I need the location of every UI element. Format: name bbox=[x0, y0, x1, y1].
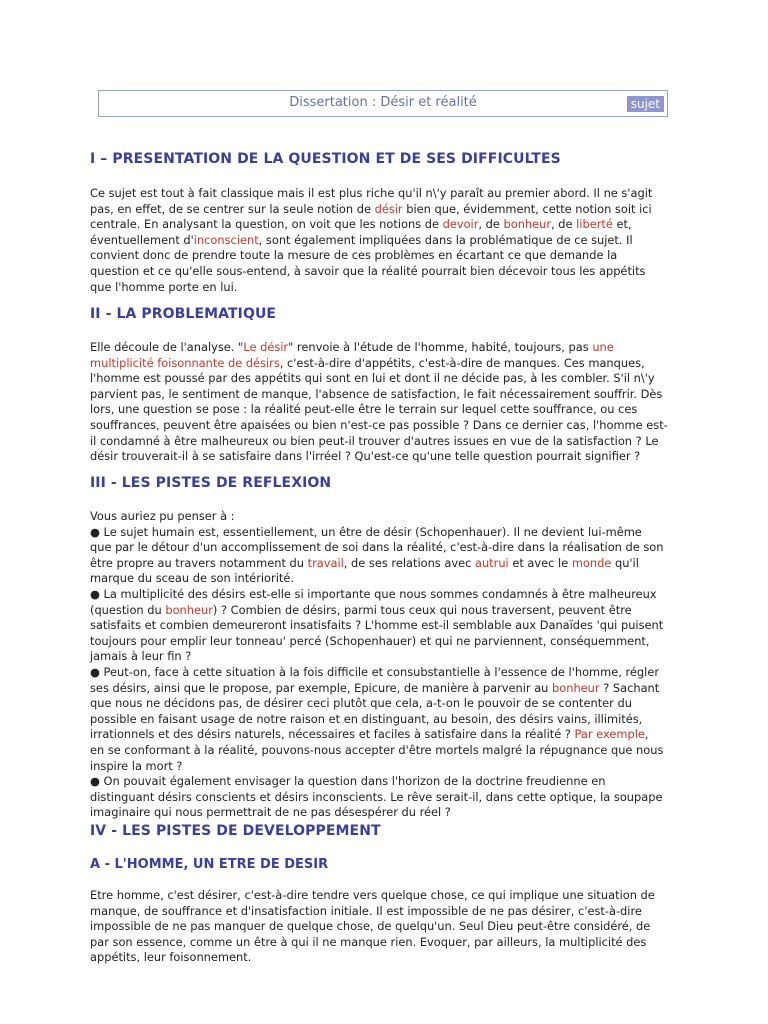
text-segment: ● Le sujet humain est, essentiellement, un être de désir (Schopenhauer). Il ne devient lui-même bbox=[90, 524, 642, 539]
text-segment: en se conformant à la réalité, pouvons-nous accepter d'être mortels malgré la répugnance que nous bbox=[90, 742, 664, 757]
text-line bbox=[90, 919, 680, 935]
text-segment: convient donc de prendre toute la mesure de ces problèmes en écartant ce que demande la bbox=[90, 248, 618, 263]
document-title: Dissertation : Désir et réalité bbox=[289, 95, 477, 110]
subsection-heading-a: A - L'HOMME, UN ETRE DE DESIR bbox=[90, 857, 329, 872]
text-segment: ● Peut-on, face à cette situation à la fois difficile et consubstantielle à l'essence de l'homme, régler bbox=[90, 664, 660, 679]
text-segment: et avec le bbox=[508, 555, 572, 570]
section-heading-1: I – PRESENTATION DE LA QUESTION ET DE SES DIFFICULTES bbox=[90, 151, 561, 167]
section-heading-2: II - LA PROBLEMATIQUE bbox=[90, 306, 277, 322]
text-line bbox=[90, 743, 680, 759]
text-line bbox=[90, 904, 680, 920]
text-segment: , de bbox=[478, 217, 504, 232]
text-line bbox=[90, 556, 680, 572]
text-line bbox=[90, 540, 680, 556]
text-line bbox=[90, 264, 680, 280]
text-line bbox=[90, 280, 680, 296]
text-segment: lors, une question se pose : la réalité peut-elle être le terrain sur lequel cette souffrance, ou ces bbox=[90, 402, 638, 417]
keyword-link[interactable]: une bbox=[592, 340, 614, 354]
text-line bbox=[90, 248, 680, 264]
text-segment: ● La multiplicité des désirs est-elle si importante que nous sommes condamnés à être malheureux bbox=[90, 586, 657, 601]
keyword-link[interactable]: désir bbox=[374, 201, 403, 216]
text-segment: et, bbox=[612, 217, 632, 232]
text-segment: , de ses relations avec bbox=[343, 555, 475, 570]
text-line bbox=[90, 759, 680, 775]
text-segment: marque du sceau de son intériorité. bbox=[90, 571, 294, 586]
title-box bbox=[98, 90, 668, 117]
text-line bbox=[90, 371, 680, 387]
text-segment: que l'homme porte en lui. bbox=[90, 279, 238, 294]
text-line bbox=[90, 618, 680, 634]
text-segment: jamais à leur fin ? bbox=[90, 649, 192, 664]
text-line bbox=[90, 402, 680, 418]
text-segment: centrale. En analysant la question, on voit que les notions de bbox=[90, 217, 443, 232]
paragraph-problematique bbox=[90, 340, 680, 465]
section-heading-3: III - LES PISTES DE REFLEXION bbox=[90, 475, 332, 491]
text-line bbox=[90, 950, 680, 966]
keyword-link[interactable]: bonheur bbox=[503, 217, 552, 232]
text-line bbox=[90, 509, 680, 525]
text-line bbox=[90, 587, 680, 603]
text-line bbox=[90, 712, 680, 728]
text-segment: , sont également impliquées dans la problématique de ce sujet. Il bbox=[258, 232, 633, 247]
text-segment: l'homme est poussé par des appétits qui sont en lui et dont il ne décide pas, à les combler. S'il n\'y bbox=[90, 371, 655, 386]
text-line bbox=[90, 888, 680, 904]
text-line bbox=[90, 774, 680, 790]
text-line bbox=[90, 202, 680, 218]
text-line bbox=[90, 634, 680, 650]
text-segment: question et ce qu'elle sous-entend, à savoir que la réalité pourrait bien décevoir tous les appétits bbox=[90, 263, 646, 278]
keyword-link[interactable]: autrui bbox=[474, 555, 509, 570]
keyword-link[interactable]: monde bbox=[571, 555, 612, 570]
paragraph-presentation bbox=[90, 186, 680, 295]
text-segment: désir trouverait-il à se satisfaire dans l'irréel ? Qu'est-ce qu'une telle question pourrait signifier ? bbox=[90, 449, 641, 464]
text-segment: que nous ne décidons pas, de désirer ceci plutôt que cela, a-t-on le pouvoir de se contenter du bbox=[90, 696, 632, 711]
text-line bbox=[90, 186, 680, 202]
text-segment: par son essence, comme un être à qui il ne manque rien. Evoquer, par ailleurs, la multiplicité des bbox=[90, 934, 647, 949]
text-segment: qu'il bbox=[611, 555, 639, 570]
keyword-link[interactable]: bonheur bbox=[165, 602, 213, 617]
text-line bbox=[90, 727, 680, 743]
text-segment: (question du bbox=[90, 602, 166, 617]
text-segment: bien que, évidemment, cette notion soit ici bbox=[402, 201, 652, 216]
keyword-link[interactable]: Le désir bbox=[243, 340, 289, 354]
text-segment: Elle découle de l'analyse. " bbox=[90, 340, 244, 354]
text-segment: éventuellement d' bbox=[90, 232, 194, 247]
text-segment: toujours pour emplir leur tonneau' percé (Schopenhauer) et qui ne parviennent, conséquemment, bbox=[90, 633, 650, 648]
text-segment: inspire la mort ? bbox=[90, 758, 183, 773]
text-line bbox=[90, 696, 680, 712]
text-line bbox=[90, 805, 680, 821]
text-segment: , bbox=[644, 727, 649, 742]
text-line bbox=[90, 665, 680, 681]
text-segment: satisfaits et combien demeureront insatisfaits ? L'homme est-il semblable aux Danaïdes 'qui puisent bbox=[90, 618, 664, 633]
text-segment: appétits, leur foisonnement. bbox=[90, 950, 252, 965]
paragraph-etre-de-desir bbox=[90, 888, 680, 966]
text-segment: distinguant désirs conscients et désirs inconscients. Le rêve serait-il, dans cette optique, la soupape bbox=[90, 789, 663, 804]
text-line bbox=[90, 935, 680, 951]
text-line bbox=[90, 649, 680, 665]
text-segment: , de bbox=[551, 217, 577, 232]
text-segment: " renvoie à l'étude de l'homme, habité, toujours, pas bbox=[288, 340, 593, 354]
text-line bbox=[90, 525, 680, 541]
text-segment: souffrances, peuvent être apaisées ou bien n'est-ce pas possible ? Dans ce dernier cas, l'homme est- bbox=[90, 417, 668, 432]
text-segment: impossible de ne pas manquer de quelque chose, de quelqu'un. Seul Dieu peut-être considéré, de bbox=[90, 919, 651, 934]
text-line bbox=[90, 233, 680, 249]
text-segment: ? Sachant bbox=[599, 680, 660, 695]
keyword-link[interactable]: Par exemple bbox=[574, 727, 645, 742]
text-segment: être propre au travers notamment du bbox=[90, 555, 308, 570]
text-line bbox=[90, 434, 680, 450]
text-segment: irrationnels et des désirs naturels, nécessaires et faciles à satisfaire dans la réalité ? bbox=[90, 727, 575, 742]
text-segment: manque, de souffrance et d'insatisfaction initiale. Il est impossible de ne pas désirer, c'est-à-dire bbox=[90, 903, 642, 918]
paragraph-pistes-reflexion bbox=[90, 509, 680, 821]
text-segment: pas, en effet, de se centrer sur la seule notion de bbox=[90, 201, 375, 216]
keyword-link[interactable]: travail bbox=[307, 555, 344, 570]
text-segment: Etre homme, c'est désirer, c'est-à-dire tendre vers quelque chose, ce qui implique une situation de bbox=[90, 888, 655, 902]
section-heading-4: IV - LES PISTES DE DEVELOPPEMENT bbox=[90, 823, 381, 839]
text-line bbox=[90, 449, 680, 465]
keyword-link[interactable]: liberté bbox=[576, 217, 613, 232]
keyword-link[interactable]: multiplicité foisonnante de désirs bbox=[90, 355, 280, 370]
text-segment: ) ? Combien de désirs, parmi tous ceux qui nous traversent, peuvent être bbox=[212, 602, 632, 617]
text-line bbox=[90, 603, 680, 619]
text-segment: il condamné à être malheureux ou bien peut-il trouver d'autres issues en vue de la satisfaction ? Le bbox=[90, 433, 659, 448]
text-line bbox=[90, 387, 680, 403]
text-segment: possible en faisant usage de notre raison et en distinguant, au besoin, des désirs vains, illimités, bbox=[90, 711, 643, 726]
text-line bbox=[90, 681, 680, 697]
text-line bbox=[90, 571, 680, 587]
text-line bbox=[90, 418, 680, 434]
keyword-link[interactable]: devoir bbox=[442, 217, 479, 232]
text-line bbox=[90, 217, 680, 233]
text-segment: parvient pas, le sentiment de manque, l'absence de satisfaction, le fait nécessairement souffrir. Dès bbox=[90, 386, 663, 401]
keyword-link[interactable]: inconscient bbox=[193, 232, 259, 247]
text-line bbox=[90, 790, 680, 806]
text-segment: , c'est-à-dire d'appétits, c'est-à-dire de manques. Ces manques, bbox=[279, 355, 645, 370]
keyword-link[interactable]: bonheur bbox=[552, 680, 600, 695]
text-line bbox=[90, 340, 680, 356]
text-segment: que par le détour d'un accomplissement de soi dans la réalité, c'est-à-dire dans la réalisation de son bbox=[90, 540, 664, 555]
text-segment: imaginaire qui nous permettrait de ne pas désespérer du réel ? bbox=[90, 805, 451, 820]
text-line bbox=[90, 356, 680, 372]
text-segment: Ce sujet est tout à fait classique mais il est plus riche qu'il n\'y paraît au premier abord. Il ne s'agit bbox=[90, 186, 653, 200]
sujet-button[interactable]: sujet bbox=[627, 96, 664, 112]
text-segment: ● On pouvait également envisager la question dans l'horizon de la doctrine freudienne en bbox=[90, 774, 606, 789]
text-segment: Vous auriez pu penser à : bbox=[90, 509, 235, 523]
text-segment: ses désirs, ainsi que le propose, par exemple, Epicure, de manière à parvenir au bbox=[90, 680, 553, 695]
